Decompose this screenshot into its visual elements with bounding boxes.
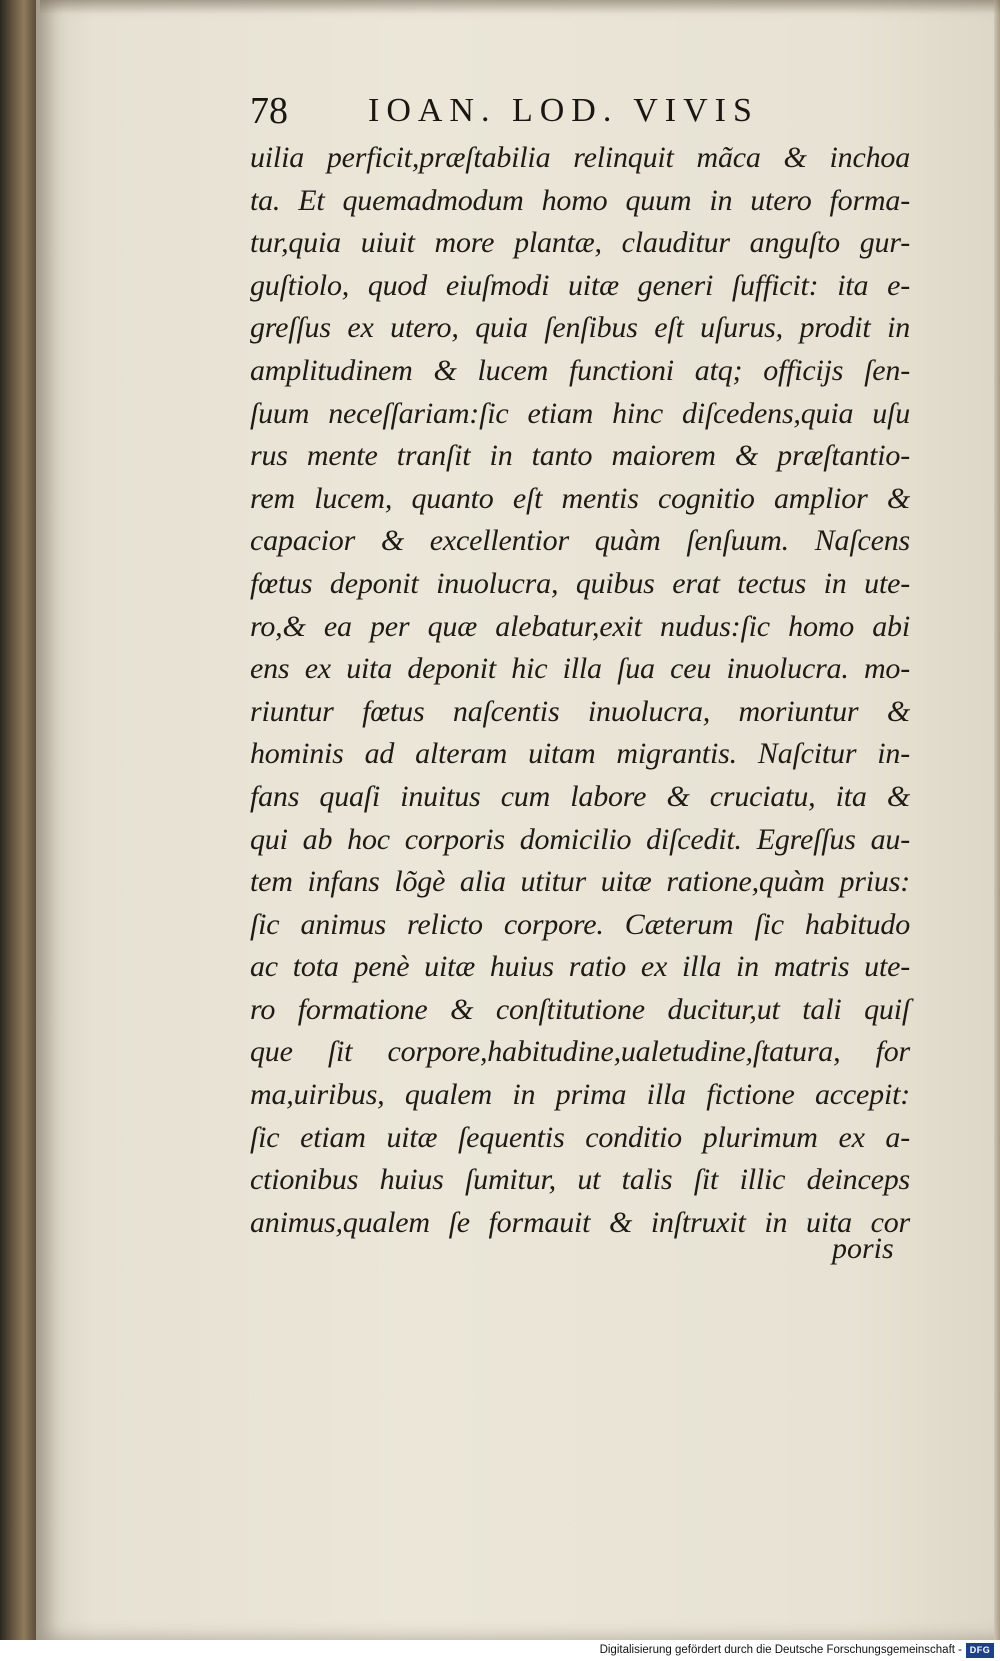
- text-line: capacior & excellentior quàm ſenſuum. Naſcens: [250, 524, 910, 558]
- text-line: guſtiolo, quod eiuſmodi uitæ generi ſufficit: ita e-: [250, 268, 910, 302]
- text-line: tem infans lõgè alia utitur uitæ ratione,quàm prius:: [250, 865, 910, 899]
- book-spine-edge: [0, 0, 40, 1640]
- text-line: tur,quia uiuit more plantæ, clauditur anguſto gur-: [250, 226, 910, 260]
- page-header: [250, 86, 840, 136]
- text-line: ac tota penè uitæ huius ratio ex illa in matris ute-: [250, 950, 910, 984]
- text-line: ma,uiribus, qualem in prima illa fictione accepit:: [250, 1078, 910, 1112]
- dfg-logo: DFG: [966, 1643, 994, 1658]
- text-line: uilia perficit,præſtabilia relinquit mãca & inchoa: [250, 141, 910, 174]
- text-line: ctionibus huius ſumitur, ut talis ſit illic deinceps: [250, 1163, 910, 1197]
- text-line: que ſit corpore,habitudine,ualetudine,ſtatura, for: [250, 1035, 910, 1069]
- page-number: 78: [250, 90, 288, 132]
- text-line: greſſus ex utero, quia ſenſibus eſt uſurus, prodit in: [250, 311, 910, 345]
- text-line: fans quaſi inuitus cum labore & cruciatu, ita &: [250, 779, 910, 813]
- text-line: ta. Et quemadmodum homo quum in utero forma-: [250, 183, 910, 217]
- text-line: amplitudinem & lucem functioni atq; officijs ſen-: [250, 353, 910, 387]
- text-line: ro formatione & conſtitutione ducitur,ut tali quiſ: [250, 992, 910, 1026]
- digitization-credit: Digitalisierung gefördert durch die Deutsche Forschungsgemeinschaft -: [599, 1644, 962, 1656]
- page-shadow: [40, 0, 1000, 14]
- text-line: fœtus deponit inuolucra, quibus erat tectus in ute-: [250, 566, 910, 600]
- text-line: ro,& ea per quæ alebatur,exit nudus:ſic homo abi: [250, 609, 910, 643]
- text-line: riuntur fœtus naſcentis inuolucra, moriuntur &: [250, 694, 910, 728]
- text-line: ſuum neceſſariam:ſic etiam hinc diſcedens,quia uſu: [250, 396, 910, 430]
- text-line: ſic animus relicto corpore. Cæterum ſic habitudo: [250, 907, 910, 941]
- text-line: rus mente tranſit in tanto maiorem & præſtantio-: [250, 439, 910, 473]
- text-line: hominis ad alteram uitam migrantis. Naſcitur in-: [250, 737, 910, 771]
- text-line: ſic etiam uitæ ſequentis conditio plurimum ex a-: [250, 1120, 910, 1154]
- page-edge: [994, 0, 1000, 1640]
- text-line: rem lucem, quanto eſt mentis cognitio amplior &: [250, 481, 910, 515]
- catchword: poris: [832, 1232, 894, 1265]
- body-text: [250, 137, 910, 1244]
- running-head: IOAN. LOD. VIVIS: [368, 92, 759, 129]
- text-line: animus,qualem ſe formauit & inſtruxit in uita cor: [250, 1205, 910, 1239]
- text-line: qui ab hoc corporis domicilio diſcedit. Egreſſus au-: [250, 822, 910, 856]
- text-line: ens ex uita deponit hic illa ſua ceu inuolucra. mo-: [250, 652, 910, 686]
